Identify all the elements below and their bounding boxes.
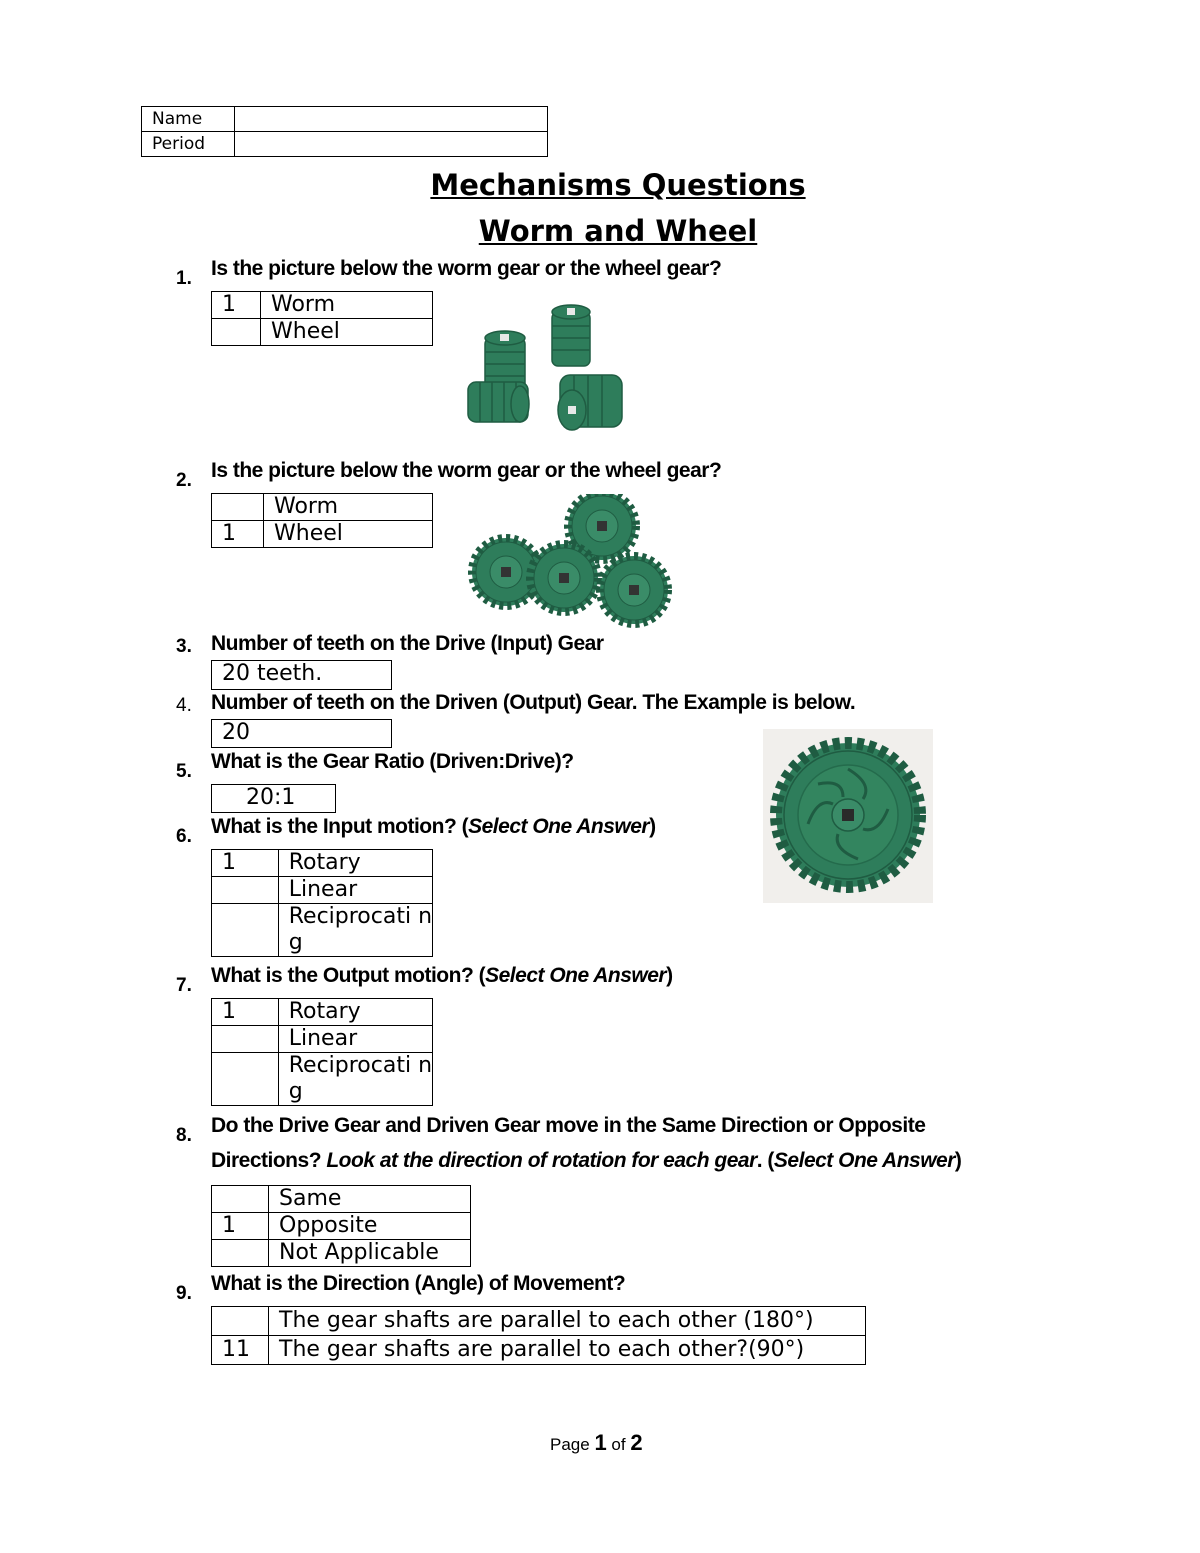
footer-page-label: Page [550, 1435, 595, 1454]
q4-number: 4. [176, 695, 192, 716]
worm-gears-image [460, 300, 635, 445]
q9-mark-180[interactable] [212, 1307, 269, 1336]
q6-question: What is the Input motion? ( [211, 815, 469, 838]
q6-hint: Select One Answer [468, 815, 650, 838]
wheel-gears-image [468, 494, 680, 628]
q7-answer-table [211, 998, 433, 1106]
q3-answer-field[interactable]: 20 teeth. [211, 660, 392, 690]
example-gear-image [763, 729, 933, 903]
q6-answer-table [211, 849, 433, 957]
q7-hint: Select One Answer [485, 964, 667, 987]
q8-text-line2 [211, 1149, 961, 1173]
q6-close: ) [649, 815, 656, 838]
q7-label-reciprocating: Reciprocati ng [278, 1053, 432, 1106]
q8-answer-table [211, 1185, 471, 1267]
name-field[interactable] [235, 107, 548, 132]
q6-label-linear: Linear [278, 877, 432, 904]
q1-answer-table [211, 291, 433, 346]
q7-label-linear: Linear [278, 1026, 432, 1053]
q8-close: ) [954, 1149, 962, 1172]
footer-current-page: 1 [594, 1430, 607, 1455]
q8-label-same: Same [269, 1186, 471, 1213]
q2-label-worm: Worm [264, 494, 433, 521]
q8-mid: . ( [756, 1149, 774, 1172]
q1-text: Is the picture below the worm gear or the wheel gear? [211, 257, 722, 280]
q6-label-reciprocating: Reciprocati ng [278, 904, 432, 957]
q9-label-180: The gear shafts are parallel to each other (180°) [269, 1307, 866, 1336]
q7-label-rotary: Rotary [278, 999, 432, 1026]
q6-label-rotary: Rotary [278, 850, 432, 877]
q6-mark-reciprocating[interactable] [212, 904, 279, 957]
period-label: Period [142, 132, 235, 157]
worm-gear-2 [552, 305, 590, 366]
q3-number: 3. [176, 636, 192, 657]
q8-label-na: Not Applicable [269, 1240, 471, 1267]
q1-number: 1. [176, 268, 192, 289]
q7-question: What is the Output motion? ( [211, 964, 486, 987]
q2-answer-table [211, 493, 433, 548]
q8-hint: Look at the direction of rotation for each gear [326, 1149, 757, 1172]
q9-text: What is the Direction (Angle) of Movement? [211, 1272, 626, 1295]
q4-text: Number of teeth on the Driven (Output) Gear. The Example is below. [211, 691, 856, 714]
q1-mark-worm[interactable]: 1 [212, 292, 261, 319]
q2-mark-wheel[interactable]: 1 [212, 521, 264, 548]
q9-label-90: The gear shafts are parallel to each other?(90°) [269, 1336, 866, 1365]
q8-number: 8. [176, 1125, 192, 1146]
q2-text: Is the picture below the worm gear or the wheel gear? [211, 459, 722, 482]
period-field[interactable] [235, 132, 548, 157]
footer-of-label: of [606, 1435, 631, 1454]
q7-mark-rotary[interactable]: 1 [212, 999, 279, 1026]
wheel-gear-3 [530, 544, 598, 612]
q5-answer-field[interactable]: 20:1 [211, 784, 336, 813]
wheel-gear-4 [600, 556, 668, 624]
name-label: Name [142, 107, 235, 132]
q1-label-worm: Worm [261, 292, 433, 319]
page-subtitle: Worm and Wheel [478, 214, 758, 248]
q1-label-wheel: Wheel [261, 319, 433, 346]
q9-mark-90[interactable]: 11 [212, 1336, 269, 1365]
worm-gear-3 [468, 382, 529, 422]
q7-text [211, 964, 673, 988]
q7-number: 7. [176, 975, 192, 996]
q5-number: 5. [176, 761, 192, 782]
q8-text-line1: Do the Drive Gear and Driven Gear move in the Same Direction or Opposite [211, 1114, 926, 1137]
page-title: Mechanisms Questions [430, 168, 806, 202]
q3-text: Number of teeth on the Drive (Input) Gear [211, 632, 604, 655]
q6-mark-rotary[interactable]: 1 [212, 850, 279, 877]
q7-close: ) [666, 964, 673, 987]
q8-mark-same[interactable] [212, 1186, 269, 1213]
q6-mark-linear[interactable] [212, 877, 279, 904]
q8-mark-opposite[interactable]: 1 [212, 1213, 269, 1240]
q6-number: 6. [176, 826, 192, 847]
q4-answer-field[interactable]: 20 [211, 719, 392, 748]
q7-mark-reciprocating[interactable] [212, 1053, 279, 1106]
q2-label-wheel: Wheel [264, 521, 433, 548]
footer-total-pages: 2 [630, 1430, 643, 1455]
q7-mark-linear[interactable] [212, 1026, 279, 1053]
q9-number: 9. [176, 1283, 192, 1304]
q5-text: What is the Gear Ratio (Driven:Drive)? [211, 750, 574, 773]
q8-hint2: Select One Answer [773, 1149, 955, 1172]
q1-mark-wheel[interactable] [212, 319, 261, 346]
q9-answer-table [211, 1306, 866, 1365]
q8-mark-na[interactable] [212, 1240, 269, 1267]
name-period-table [141, 106, 548, 157]
q2-number: 2. [176, 470, 192, 491]
worm-gear-4 [558, 375, 622, 430]
page-footer [550, 1430, 643, 1456]
q6-text [211, 815, 656, 839]
q8-question-end: Directions? [211, 1149, 327, 1172]
q2-mark-worm[interactable] [212, 494, 264, 521]
q8-label-opposite: Opposite [269, 1213, 471, 1240]
